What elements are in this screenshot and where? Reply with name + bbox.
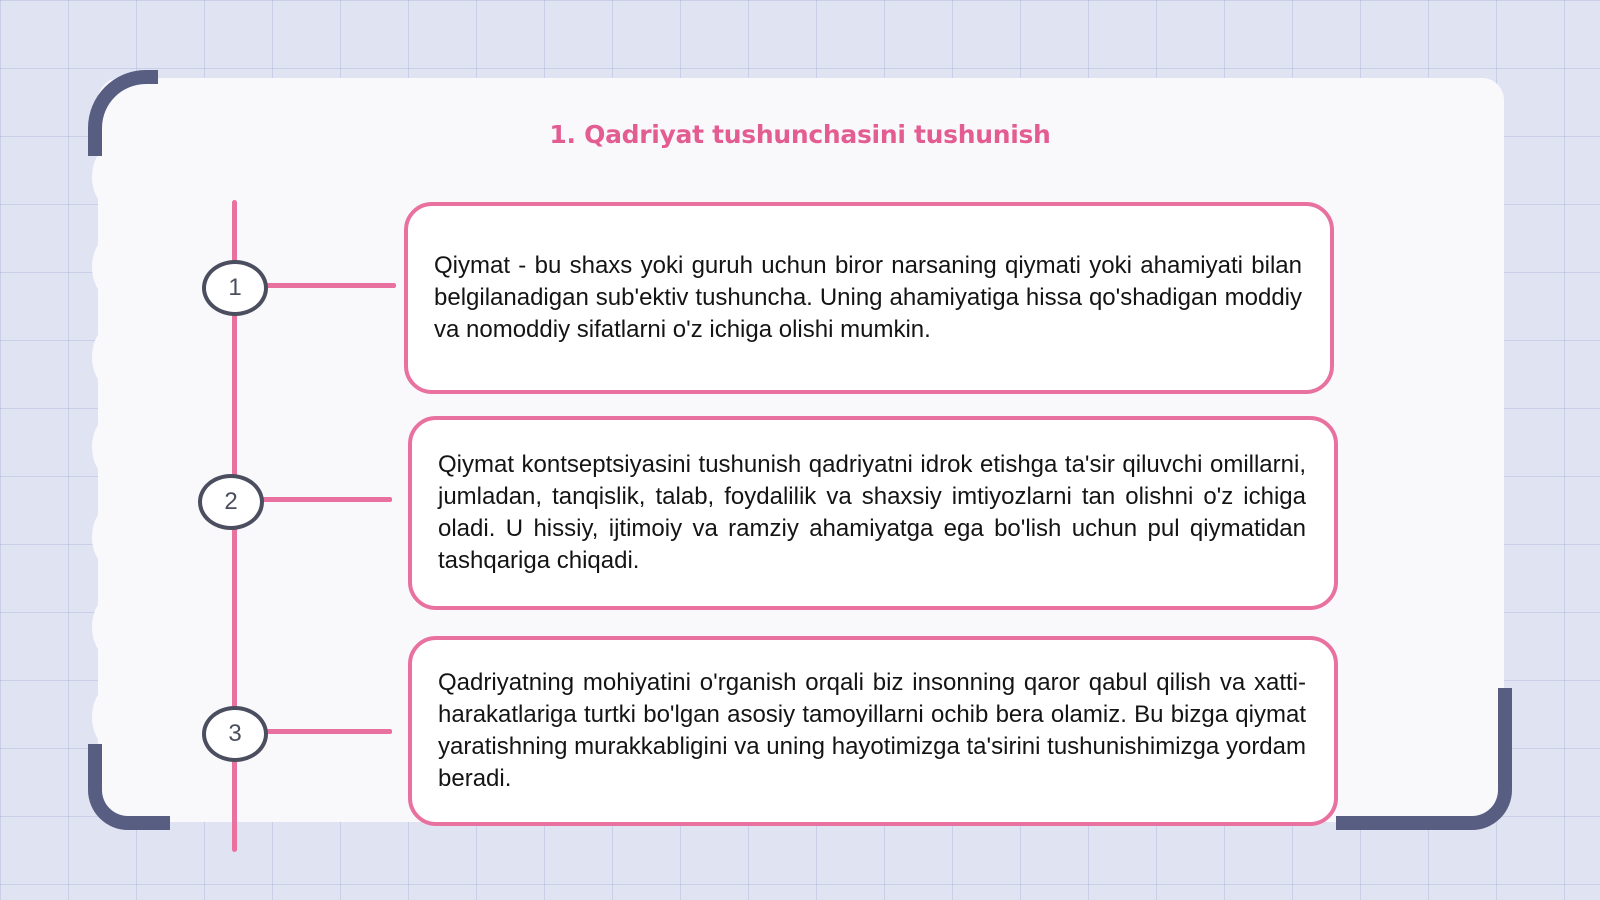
paper-scallop [92,148,126,206]
step-text-3: Qadriyatning mohiyatini o'rganish orqali biz insonning qaror qabul qilish va xatti-harakatlariga turtki bo'lgan asosiy tamoyillarni ochib bera olamiz. Bu bizga qiymat yaratishning murakkabligini va uning hayotimizga ta'sirini tushunishimizga yordam beradi. [438,669,1306,792]
step-card-2 [408,416,1338,610]
timeline-connector [266,729,392,734]
frame-corner-bottom-left [88,744,170,830]
paper-scallop [92,238,126,296]
frame-corner-top-left [88,70,158,156]
frame-corner-bottom-right [1336,688,1512,830]
step-card-3 [408,636,1338,826]
paper-scallop [92,508,126,566]
step-marker-2: 2 [198,474,264,530]
step-marker-3: 3 [202,706,268,762]
step-text-2: Qiymat kontseptsiyasini tushunish qadriyatni idrok etishga ta'sir qiluvchi omillarni, jumladan, tanqislik, talab, foydalilik va shaxsiy imtiyozlarni tan olishni o'z ichiga oladi. U hissiy, ijtimoiy va ramziy ahamiyatga ega bo'lish uchun pul qiymatidan tashqariga chiqadi. [438,451,1306,574]
slide-title: 1. Qadriyat tushunchasini tushunish [549,120,1051,149]
step-card-1 [404,202,1334,394]
timeline-connector [266,283,396,288]
paper-scallop [92,328,126,386]
paper-scallop [92,688,126,746]
step-text-1: Qiymat - bu shaxs yoki guruh uchun biror narsaning qiymati yoki ahamiyati bilan belgilanadigan sub'ektiv tushuncha. Uning ahamiyatiga hissa qo'shadigan moddiy va nomoddiy sifatlarni o'z ichiga olishi mumkin. [434,252,1302,343]
timeline-connector [262,497,392,502]
step-marker-1: 1 [202,260,268,316]
paper-scallop [92,418,126,476]
paper-scallop [92,598,126,656]
